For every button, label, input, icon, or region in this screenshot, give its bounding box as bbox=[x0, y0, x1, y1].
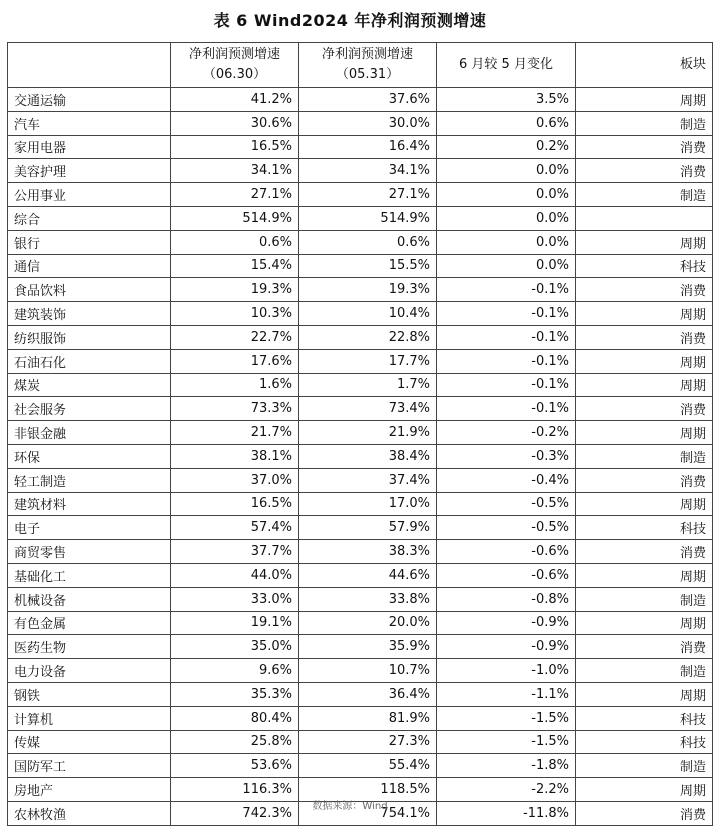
cell-growth-0630: 35.3% bbox=[171, 682, 299, 706]
cell-sector: 消费 bbox=[576, 135, 713, 159]
table-row bbox=[8, 730, 713, 754]
cell-change: 0.0% bbox=[437, 159, 576, 183]
cell-sector: 消费 bbox=[576, 159, 713, 183]
cell-growth-0531: 17.7% bbox=[299, 349, 437, 373]
table-body bbox=[8, 88, 713, 826]
cell-growth-0531: 754.1% bbox=[299, 801, 437, 825]
cell-sector: 周期 bbox=[576, 349, 713, 373]
cell-industry: 计算机 bbox=[8, 706, 171, 730]
cell-growth-0531: 35.9% bbox=[299, 635, 437, 659]
cell-sector: 科技 bbox=[576, 706, 713, 730]
cell-growth-0630: 116.3% bbox=[171, 778, 299, 802]
cell-growth-0630: 25.8% bbox=[171, 730, 299, 754]
cell-industry: 社会服务 bbox=[8, 397, 171, 421]
table-row bbox=[8, 325, 713, 349]
cell-growth-0630: 10.3% bbox=[171, 302, 299, 326]
cell-growth-0630: 34.1% bbox=[171, 159, 299, 183]
table-title: 表 6 Wind2024 年净利润预测增速 bbox=[213, 11, 487, 30]
table-row bbox=[8, 278, 713, 302]
cell-sector: 消费 bbox=[576, 468, 713, 492]
table-row bbox=[8, 302, 713, 326]
cell-growth-0531: 34.1% bbox=[299, 159, 437, 183]
cell-industry: 国防军工 bbox=[8, 754, 171, 778]
cell-industry: 农林牧渔 bbox=[8, 801, 171, 825]
cell-change: -0.1% bbox=[437, 373, 576, 397]
cell-growth-0630: 27.1% bbox=[171, 183, 299, 207]
cell-growth-0531: 20.0% bbox=[299, 611, 437, 635]
table-row bbox=[8, 516, 713, 540]
cell-sector: 消费 bbox=[576, 801, 713, 825]
cell-growth-0531: 55.4% bbox=[299, 754, 437, 778]
cell-growth-0531: 38.3% bbox=[299, 540, 437, 564]
cell-growth-0630: 0.6% bbox=[171, 230, 299, 254]
cell-growth-0531: 33.8% bbox=[299, 587, 437, 611]
table-row bbox=[8, 159, 713, 183]
table-row bbox=[8, 444, 713, 468]
cell-sector: 周期 bbox=[576, 563, 713, 587]
cell-industry: 汽车 bbox=[8, 111, 171, 135]
cell-change: -1.5% bbox=[437, 706, 576, 730]
cell-industry: 石油石化 bbox=[8, 349, 171, 373]
cell-industry: 非银金融 bbox=[8, 421, 171, 445]
cell-growth-0531: 17.0% bbox=[299, 492, 437, 516]
cell-growth-0630: 22.7% bbox=[171, 325, 299, 349]
cell-growth-0531: 38.4% bbox=[299, 444, 437, 468]
cell-growth-0630: 16.5% bbox=[171, 492, 299, 516]
header-growth-0630-line1: 净利润预测增速 bbox=[188, 47, 280, 62]
cell-industry: 纺织服饰 bbox=[8, 325, 171, 349]
cell-industry: 综合 bbox=[8, 206, 171, 230]
data-source-note: 数据来源：Wind bbox=[312, 801, 388, 812]
cell-sector: 周期 bbox=[576, 302, 713, 326]
cell-sector: 消费 bbox=[576, 325, 713, 349]
cell-change: 0.0% bbox=[437, 230, 576, 254]
cell-industry: 美容护理 bbox=[8, 159, 171, 183]
cell-growth-0630: 16.5% bbox=[171, 135, 299, 159]
cell-sector: 制造 bbox=[576, 659, 713, 683]
cell-growth-0630: 742.3% bbox=[171, 801, 299, 825]
table-row bbox=[8, 230, 713, 254]
cell-growth-0630: 30.6% bbox=[171, 111, 299, 135]
cell-growth-0531: 37.4% bbox=[299, 468, 437, 492]
cell-industry: 电子 bbox=[8, 516, 171, 540]
cell-growth-0630: 15.4% bbox=[171, 254, 299, 278]
cell-growth-0630: 33.0% bbox=[171, 587, 299, 611]
cell-growth-0531: 118.5% bbox=[299, 778, 437, 802]
cell-growth-0630: 9.6% bbox=[171, 659, 299, 683]
table-row bbox=[8, 206, 713, 230]
cell-sector: 周期 bbox=[576, 778, 713, 802]
cell-sector: 科技 bbox=[576, 730, 713, 754]
cell-change: -0.8% bbox=[437, 587, 576, 611]
cell-industry: 家用电器 bbox=[8, 135, 171, 159]
table-row bbox=[8, 421, 713, 445]
cell-industry: 环保 bbox=[8, 444, 171, 468]
cell-growth-0531: 10.7% bbox=[299, 659, 437, 683]
header-change: 6 月较 5 月变化 bbox=[437, 43, 576, 88]
cell-growth-0630: 37.7% bbox=[171, 540, 299, 564]
cell-industry: 建筑材料 bbox=[8, 492, 171, 516]
cell-sector: 制造 bbox=[576, 444, 713, 468]
cell-industry: 机械设备 bbox=[8, 587, 171, 611]
cell-industry: 食品饮料 bbox=[8, 278, 171, 302]
header-growth-0630 bbox=[171, 43, 299, 88]
cell-growth-0630: 514.9% bbox=[171, 206, 299, 230]
cell-growth-0531: 27.3% bbox=[299, 730, 437, 754]
table-row bbox=[8, 111, 713, 135]
cell-change: -0.5% bbox=[437, 516, 576, 540]
header-growth-0630-line2: （06.30） bbox=[202, 67, 267, 82]
cell-growth-0630: 1.6% bbox=[171, 373, 299, 397]
profit-forecast-table bbox=[7, 42, 713, 826]
cell-growth-0531: 0.6% bbox=[299, 230, 437, 254]
cell-industry: 交通运输 bbox=[8, 88, 171, 112]
cell-growth-0531: 44.6% bbox=[299, 563, 437, 587]
cell-sector: 周期 bbox=[576, 682, 713, 706]
cell-growth-0531: 1.7% bbox=[299, 373, 437, 397]
cell-change: -1.5% bbox=[437, 730, 576, 754]
cell-change: -0.5% bbox=[437, 492, 576, 516]
cell-change: -0.3% bbox=[437, 444, 576, 468]
cell-growth-0531: 22.8% bbox=[299, 325, 437, 349]
cell-change: 0.6% bbox=[437, 111, 576, 135]
table-row bbox=[8, 397, 713, 421]
cell-industry: 轻工制造 bbox=[8, 468, 171, 492]
cell-industry: 银行 bbox=[8, 230, 171, 254]
cell-industry: 钢铁 bbox=[8, 682, 171, 706]
cell-change: -0.2% bbox=[437, 421, 576, 445]
cell-industry: 电力设备 bbox=[8, 659, 171, 683]
cell-growth-0630: 38.1% bbox=[171, 444, 299, 468]
cell-growth-0531: 73.4% bbox=[299, 397, 437, 421]
cell-change: 3.5% bbox=[437, 88, 576, 112]
cell-sector: 消费 bbox=[576, 397, 713, 421]
cell-growth-0531: 21.9% bbox=[299, 421, 437, 445]
table-row bbox=[8, 635, 713, 659]
cell-sector: 周期 bbox=[576, 421, 713, 445]
table-row bbox=[8, 468, 713, 492]
cell-industry: 基础化工 bbox=[8, 563, 171, 587]
cell-change: -0.1% bbox=[437, 349, 576, 373]
cell-growth-0531: 27.1% bbox=[299, 183, 437, 207]
cell-industry: 房地产 bbox=[8, 778, 171, 802]
cell-change: -1.0% bbox=[437, 659, 576, 683]
table-row bbox=[8, 349, 713, 373]
cell-growth-0630: 19.1% bbox=[171, 611, 299, 635]
cell-change: -0.6% bbox=[437, 540, 576, 564]
cell-sector: 周期 bbox=[576, 492, 713, 516]
cell-industry: 医药生物 bbox=[8, 635, 171, 659]
table-row bbox=[8, 492, 713, 516]
cell-growth-0531: 514.9% bbox=[299, 206, 437, 230]
cell-growth-0531: 16.4% bbox=[299, 135, 437, 159]
cell-change: -1.8% bbox=[437, 754, 576, 778]
cell-sector: 周期 bbox=[576, 611, 713, 635]
cell-sector: 消费 bbox=[576, 635, 713, 659]
cell-growth-0531: 10.4% bbox=[299, 302, 437, 326]
cell-sector: 制造 bbox=[576, 587, 713, 611]
cell-industry: 有色金属 bbox=[8, 611, 171, 635]
cell-growth-0531: 15.5% bbox=[299, 254, 437, 278]
cell-sector: 科技 bbox=[576, 516, 713, 540]
cell-sector: 科技 bbox=[576, 254, 713, 278]
cell-growth-0630: 17.6% bbox=[171, 349, 299, 373]
cell-sector: 制造 bbox=[576, 111, 713, 135]
cell-change: -0.1% bbox=[437, 397, 576, 421]
table-row bbox=[8, 611, 713, 635]
cell-growth-0630: 53.6% bbox=[171, 754, 299, 778]
table-row bbox=[8, 587, 713, 611]
cell-change: 0.2% bbox=[437, 135, 576, 159]
cell-sector: 消费 bbox=[576, 278, 713, 302]
cell-industry: 建筑装饰 bbox=[8, 302, 171, 326]
table-header-row bbox=[8, 43, 713, 88]
cell-growth-0630: 41.2% bbox=[171, 88, 299, 112]
cell-sector: 周期 bbox=[576, 88, 713, 112]
cell-change: -2.2% bbox=[437, 778, 576, 802]
cell-sector: 制造 bbox=[576, 183, 713, 207]
cell-change: 0.0% bbox=[437, 183, 576, 207]
cell-growth-0630: 80.4% bbox=[171, 706, 299, 730]
table-row bbox=[8, 135, 713, 159]
table-row bbox=[8, 254, 713, 278]
cell-change: -0.9% bbox=[437, 635, 576, 659]
table-row bbox=[8, 88, 713, 112]
cell-growth-0531: 19.3% bbox=[299, 278, 437, 302]
cell-growth-0531: 57.9% bbox=[299, 516, 437, 540]
header-sector: 板块 bbox=[576, 43, 713, 88]
cell-growth-0531: 37.6% bbox=[299, 88, 437, 112]
header-growth-0531-line1: 净利润预测增速 bbox=[321, 47, 413, 62]
cell-industry: 传媒 bbox=[8, 730, 171, 754]
table-row bbox=[8, 682, 713, 706]
cell-change: -1.1% bbox=[437, 682, 576, 706]
cell-growth-0630: 35.0% bbox=[171, 635, 299, 659]
table-row bbox=[8, 706, 713, 730]
cell-industry: 商贸零售 bbox=[8, 540, 171, 564]
table-row bbox=[8, 563, 713, 587]
cell-growth-0630: 21.7% bbox=[171, 421, 299, 445]
table-row bbox=[8, 540, 713, 564]
cell-change: -0.1% bbox=[437, 302, 576, 326]
cell-industry: 公用事业 bbox=[8, 183, 171, 207]
cell-growth-0630: 57.4% bbox=[171, 516, 299, 540]
cell-change: -11.8% bbox=[437, 801, 576, 825]
cell-growth-0531: 36.4% bbox=[299, 682, 437, 706]
cell-growth-0531: 81.9% bbox=[299, 706, 437, 730]
cell-change: 0.0% bbox=[437, 254, 576, 278]
table-row bbox=[8, 373, 713, 397]
cell-growth-0630: 19.3% bbox=[171, 278, 299, 302]
cell-change: -0.1% bbox=[437, 325, 576, 349]
cell-change: -0.9% bbox=[437, 611, 576, 635]
cell-change: -0.4% bbox=[437, 468, 576, 492]
cell-sector: 制造 bbox=[576, 754, 713, 778]
table-row bbox=[8, 183, 713, 207]
cell-growth-0531: 30.0% bbox=[299, 111, 437, 135]
table-row bbox=[8, 754, 713, 778]
cell-sector: 周期 bbox=[576, 373, 713, 397]
cell-industry: 通信 bbox=[8, 254, 171, 278]
cell-change: 0.0% bbox=[437, 206, 576, 230]
cell-sector: 周期 bbox=[576, 230, 713, 254]
cell-sector: 消费 bbox=[576, 540, 713, 564]
cell-change: -0.1% bbox=[437, 278, 576, 302]
header-growth-0531-line2: （05.31） bbox=[335, 67, 400, 82]
cell-growth-0630: 73.3% bbox=[171, 397, 299, 421]
cell-sector bbox=[576, 206, 713, 230]
cell-change: -0.6% bbox=[437, 563, 576, 587]
header-growth-0531 bbox=[299, 43, 437, 88]
cell-growth-0630: 37.0% bbox=[171, 468, 299, 492]
cell-industry: 煤炭 bbox=[8, 373, 171, 397]
table-row bbox=[8, 659, 713, 683]
cell-growth-0630: 44.0% bbox=[171, 563, 299, 587]
header-industry bbox=[8, 43, 171, 88]
